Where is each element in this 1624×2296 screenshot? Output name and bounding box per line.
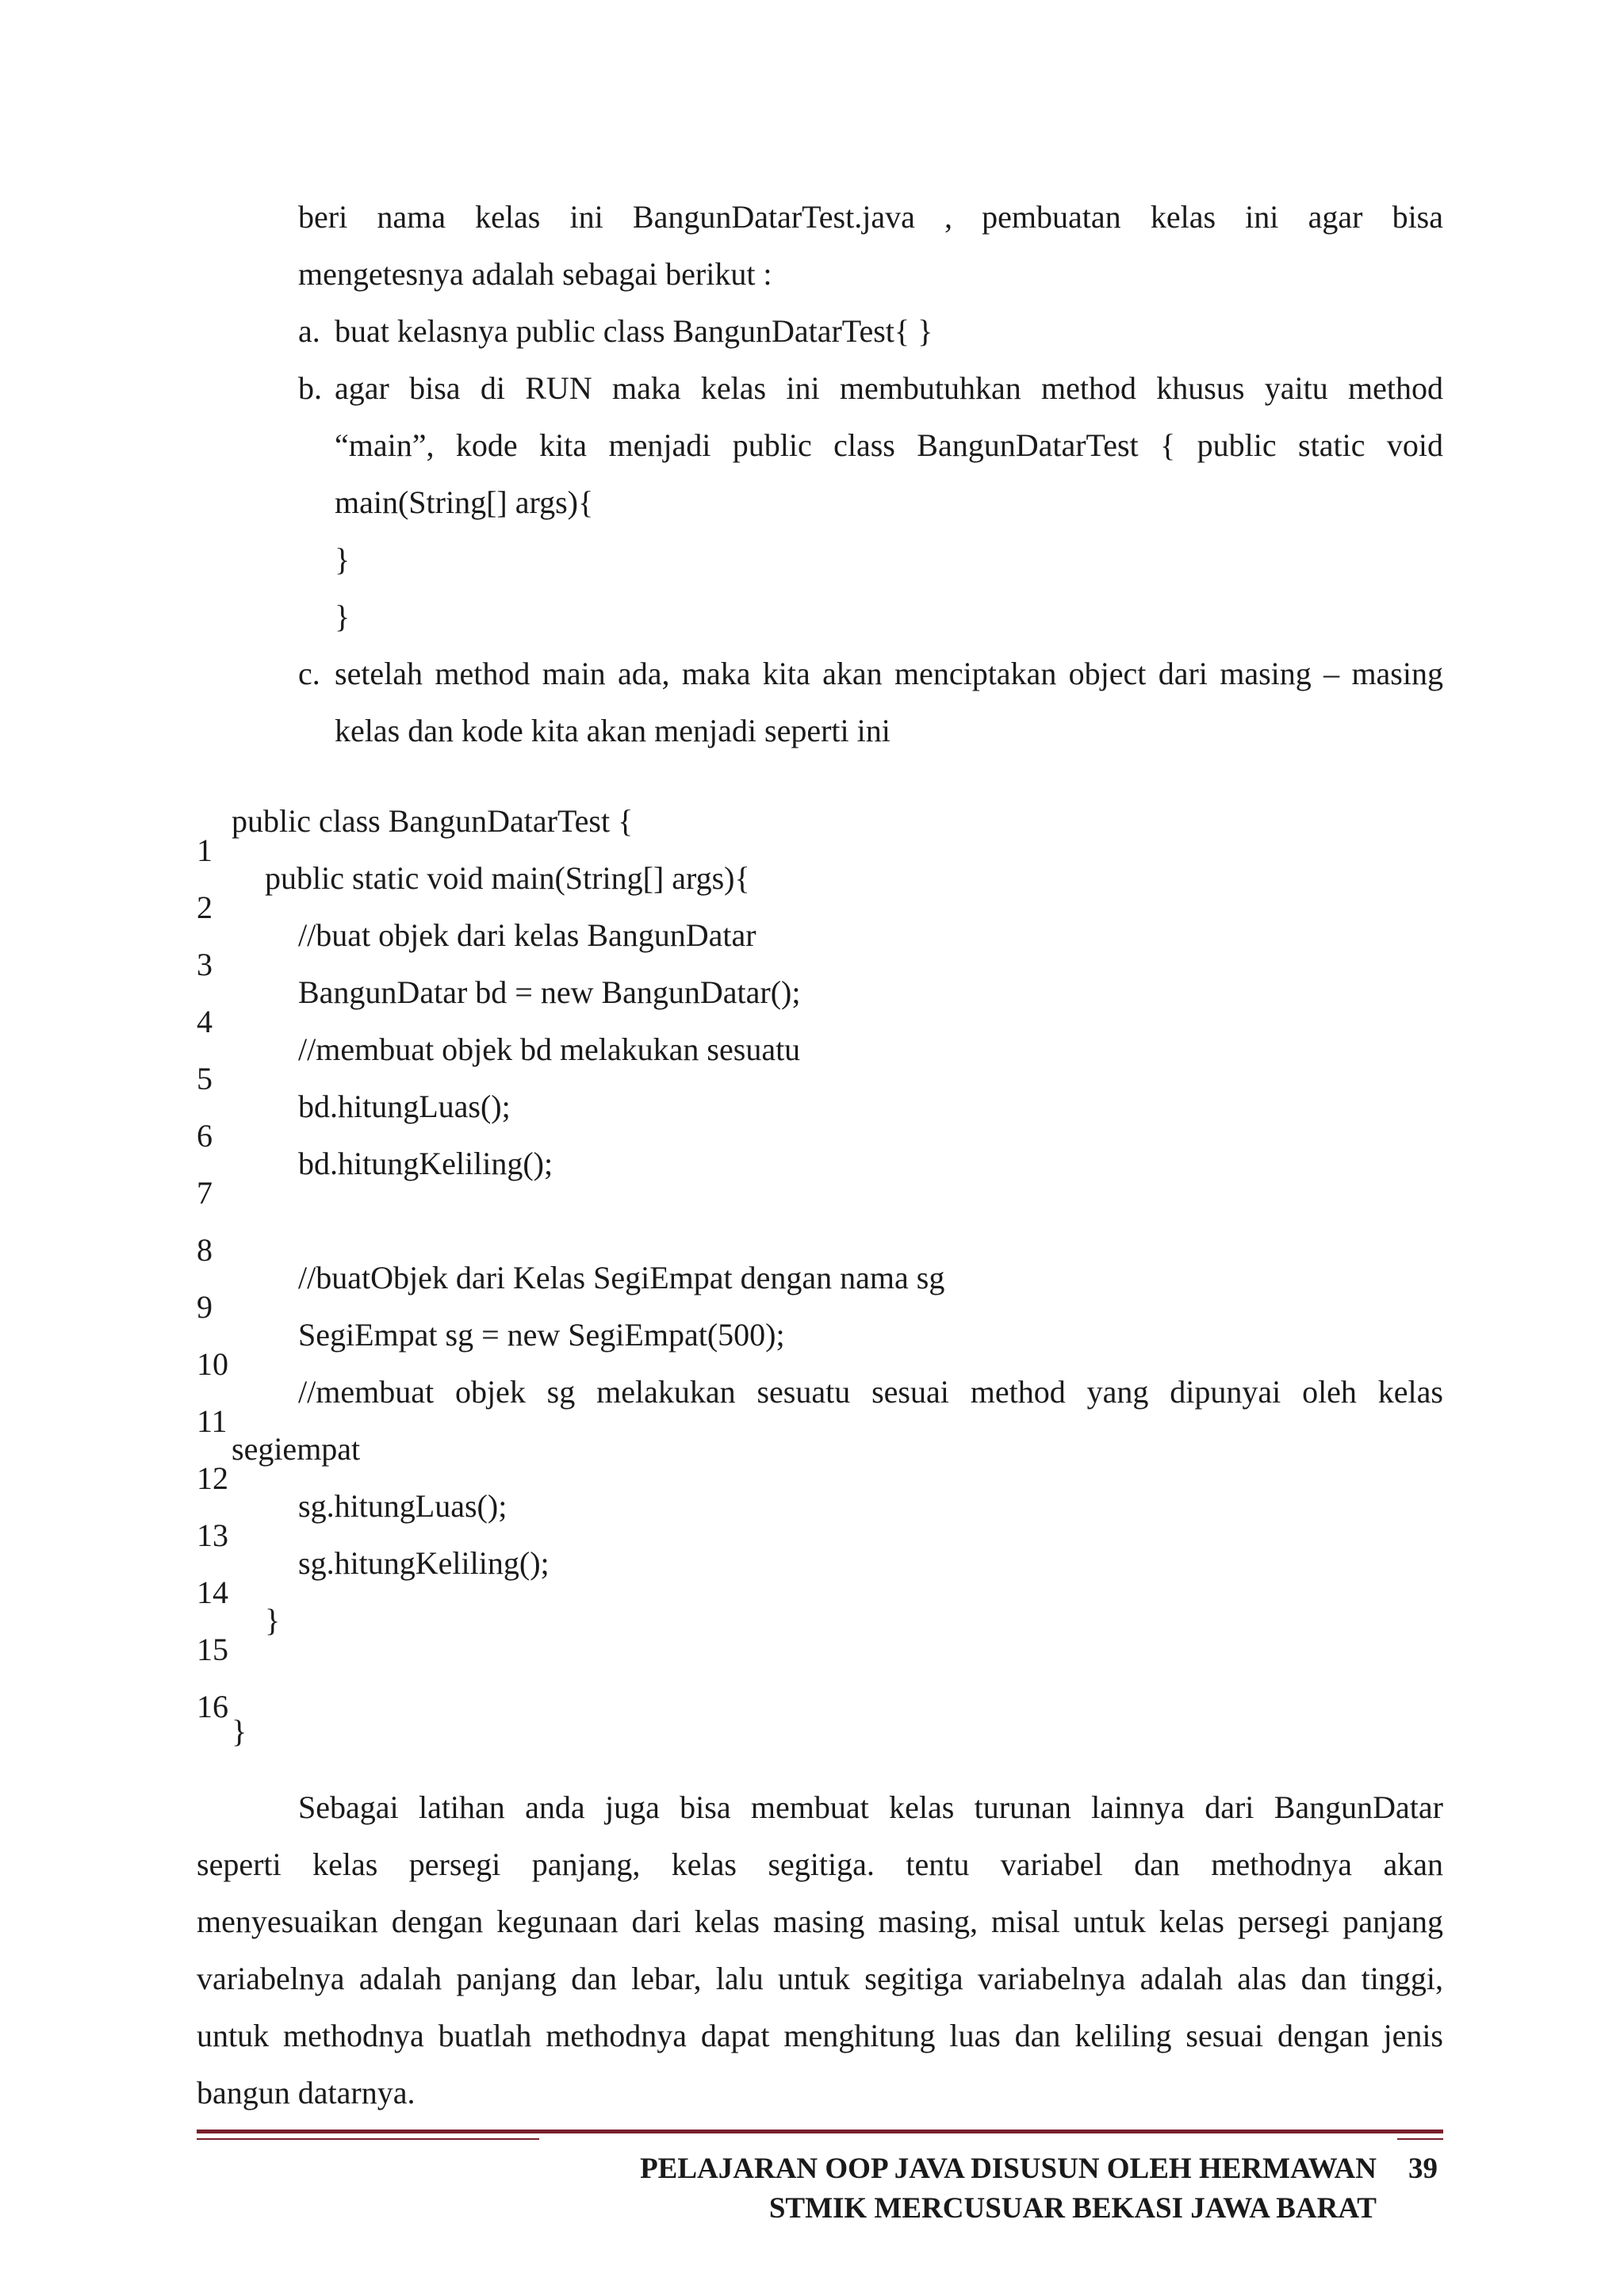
line-number: 4 <box>197 1004 213 1039</box>
closing-line-6: bangun datarnya. <box>197 2075 416 2110</box>
code-line: } <box>232 1713 247 1749</box>
code-line: } <box>265 1602 281 1638</box>
line-number: 9 <box>197 1289 213 1325</box>
step-c-line-2: kelas dan kode kita akan menjadi seperti ini <box>335 713 891 748</box>
line-number: 14 <box>197 1575 228 1610</box>
code-line: //buatObjek dari Kelas SegiEmpat dengan nama sg <box>298 1260 945 1295</box>
line-number: 2 <box>197 890 213 925</box>
line-number: 7 <box>197 1175 213 1211</box>
line-number: 15 <box>197 1632 228 1667</box>
code-line: public static void main(String[] args){ <box>265 860 750 896</box>
code-line: public class BangunDatarTest { <box>232 803 634 839</box>
line-number: 3 <box>197 947 213 982</box>
code-line: sg.hitungKeliling(); <box>298 1545 550 1581</box>
step-c-marker: c. <box>298 656 320 691</box>
code-line: BangunDatar bd = new BangunDatar(); <box>298 974 801 1010</box>
footer-title: PELAJARAN OOP JAVA DISUSUN OLEH HERMAWAN <box>640 2152 1377 2185</box>
step-a-marker: a. <box>298 313 320 349</box>
code-line: segiempat <box>232 1431 361 1467</box>
closing-line-4: variabelnya adalah panjang dan lebar, lalu untuk segitiga variabelnya adalah alas dan tinggi, <box>197 1961 1443 1996</box>
code-line: SegiEmpat sg = new SegiEmpat(500); <box>298 1317 785 1353</box>
line-number: 12 <box>197 1460 228 1496</box>
line-number: 5 <box>197 1061 213 1096</box>
step-b-line-4: } <box>335 541 350 577</box>
code-line: //membuat objek bd melakukan sesuatu <box>298 1031 801 1067</box>
code-line: bd.hitungKeliling(); <box>298 1146 553 1181</box>
line-number: 8 <box>197 1232 213 1268</box>
intro-line-1: beri nama kelas ini BangunDatarTest.java , pembuatan kelas ini agar bisa <box>298 199 1443 235</box>
footer-institution: STMIK MERCUSUAR BEKASI JAWA BARAT <box>768 2192 1377 2225</box>
code-line: bd.hitungLuas(); <box>298 1089 511 1124</box>
page-number: 39 <box>1408 2152 1438 2185</box>
line-number: 1 <box>197 832 213 868</box>
line-number: 11 <box>197 1403 228 1439</box>
code-line: sg.hitungLuas(); <box>298 1488 508 1524</box>
line-number: 16 <box>197 1689 228 1724</box>
step-b-line-1: agar bisa di RUN maka kelas ini membutuhkan method khusus yaitu method <box>335 370 1443 406</box>
code-line: //membuat objek sg melakukan sesuatu sesuai method yang dipunyai oleh kelas <box>298 1374 1443 1410</box>
step-c-line-1: setelah method main ada, maka kita akan menciptakan object dari masing – masing <box>335 656 1443 691</box>
footer-rule-thin-right <box>1397 2138 1443 2140</box>
footer-rule <box>197 2130 1443 2133</box>
step-b-line-3: main(String[] args){ <box>335 484 594 520</box>
code-line: //buat objek dari kelas BangunDatar <box>298 917 756 953</box>
footer-rule-thin-left <box>197 2138 539 2140</box>
step-b-line-2: “main”, kode kita menjadi public class BangunDatarTest { public static void <box>335 427 1443 463</box>
closing-line-1: Sebagai latihan anda juga bisa membuat kelas turunan lainnya dari BangunDatar <box>298 1789 1443 1825</box>
closing-line-5: untuk methodnya buatlah methodnya dapat menghitung luas dan keliling sesuai dengan jenis <box>197 2018 1443 2053</box>
closing-line-3: menyesuaikan dengan kegunaan dari kelas masing masing, misal untuk kelas persegi panjang <box>197 1904 1443 1939</box>
closing-line-2: seperti kelas persegi panjang, kelas segitiga. tentu variabel dan methodnya akan <box>197 1846 1443 1882</box>
line-number: 13 <box>197 1517 228 1553</box>
line-number: 6 <box>197 1118 213 1154</box>
intro-line-2: mengetesnya adalah sebagai berikut : <box>298 256 772 292</box>
line-number: 10 <box>197 1346 228 1382</box>
step-a-text: buat kelasnya public class BangunDatarTest{ } <box>335 313 933 349</box>
step-b-marker: b. <box>298 370 322 406</box>
step-b-line-5: } <box>335 599 350 634</box>
